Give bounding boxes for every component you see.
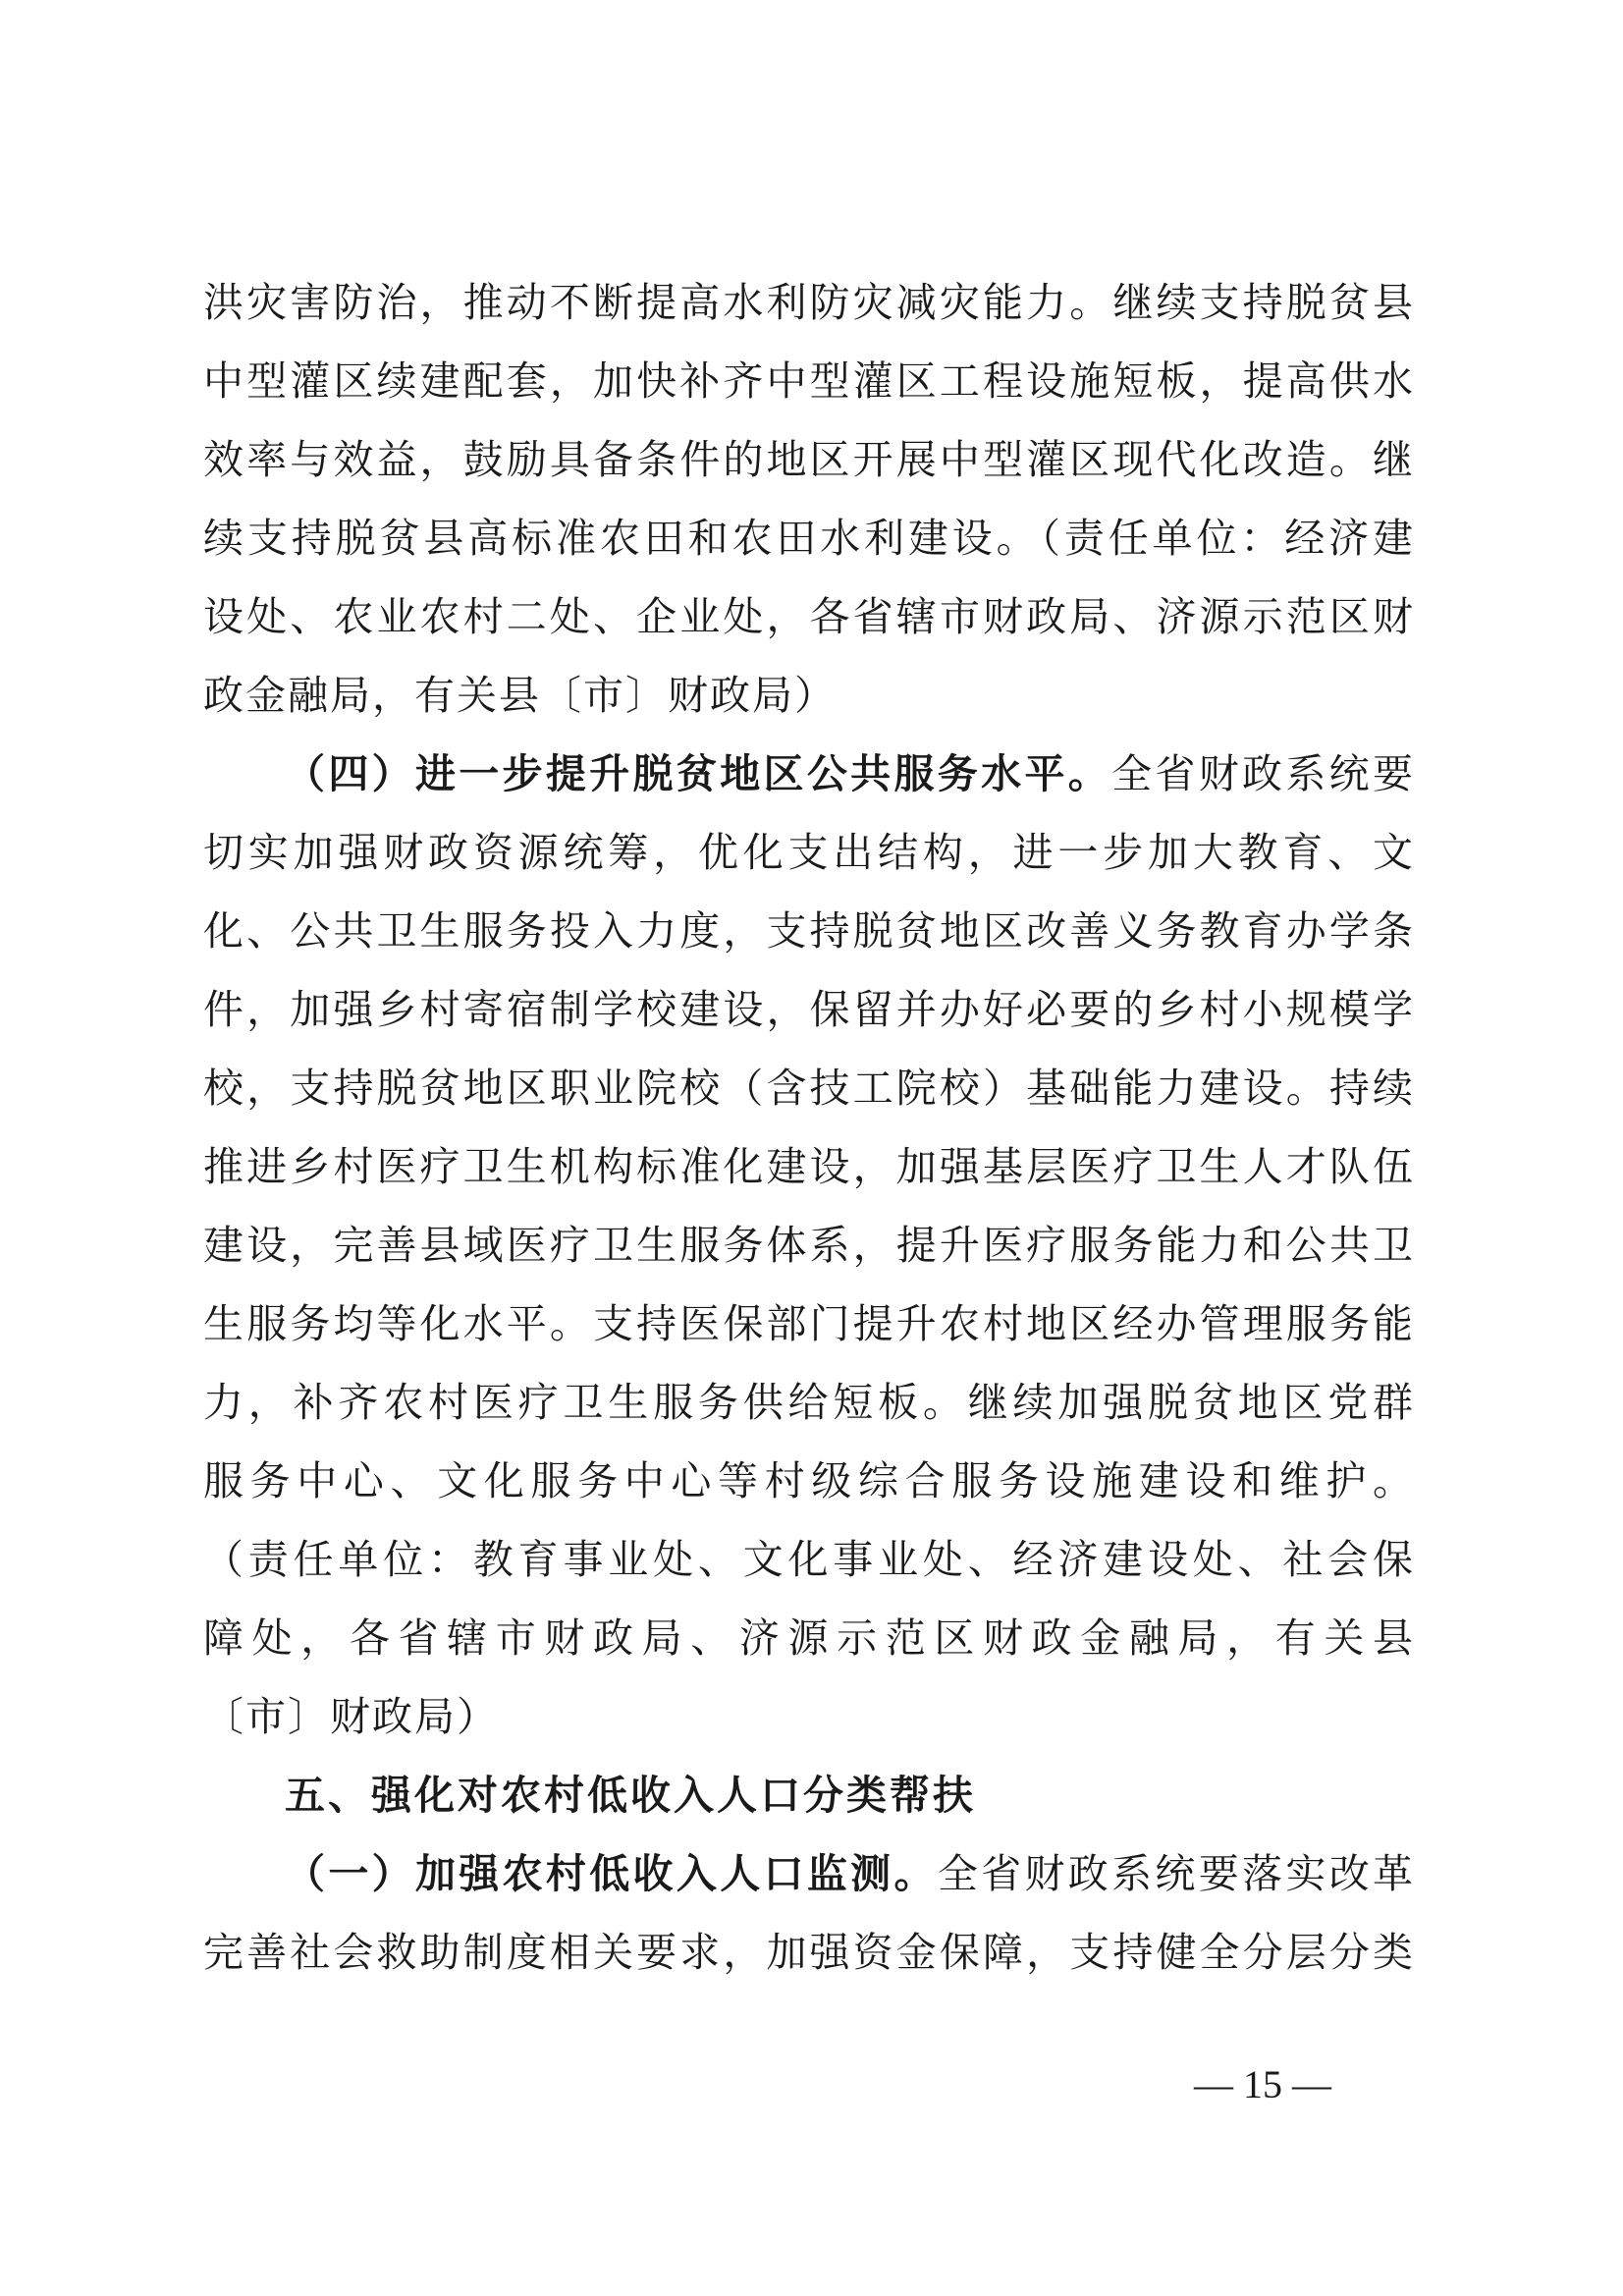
body-line: （责任单位：教育事业处、文化事业处、经济建设处、社会保 bbox=[203, 1536, 1413, 1583]
section-five-one-first-line bbox=[285, 1844, 1413, 1903]
section-heading: 五、强化对农村低收入人口分类帮扶 bbox=[285, 1772, 976, 1819]
section-four-title: （四）进一步提升脱贫地区公共服务水平。 bbox=[285, 750, 1112, 797]
body-line: 中型灌区续建配套，加快补齐中型灌区工程设施短板，提高供水 bbox=[203, 357, 1413, 405]
body-line: 力，补齐农村医疗卫生服务供给短板。继续加强脱贫地区党群 bbox=[203, 1379, 1413, 1426]
section-five-one-first-text: 全省财政系统要落实改革 bbox=[937, 1850, 1414, 1897]
body-line: 政金融局，有关县〔市〕财政局） bbox=[203, 672, 837, 719]
section-four-first-text: 全省财政系统要 bbox=[1111, 750, 1413, 797]
section-four-first-line bbox=[285, 744, 1413, 803]
body-line: 建设，完善县域医疗卫生服务体系，提升医疗服务能力和公共卫 bbox=[203, 1222, 1413, 1269]
body-line: 推进乡村医疗卫生机构标准化建设，加强基层医疗卫生人才队伍 bbox=[203, 1143, 1413, 1190]
body-line: 洪灾害防治，推动不断提高水利防灾减灾能力。继续支持脱贫县 bbox=[203, 279, 1413, 326]
body-line: 校，支持脱贫地区职业院校（含技工院校）基础能力建设。持续 bbox=[203, 1065, 1413, 1112]
body-line: 服务中心、文化服务中心等村级综合服务设施建设和维护。 bbox=[203, 1457, 1413, 1504]
page-number: — 15 — bbox=[1194, 2062, 1331, 2106]
body-line: 化、公共卫生服务投入力度，支持脱贫地区改善义务教育办学条 bbox=[203, 907, 1413, 955]
body-line: 生服务均等化水平。支持医保部门提升农村地区经办管理服务能 bbox=[203, 1300, 1413, 1347]
body-line: 效率与效益，鼓励具备条件的地区开展中型灌区现代化改造。继 bbox=[203, 436, 1413, 483]
body-line: 切实加强财政资源统筹，优化支出结构，进一步加大教育、文 bbox=[203, 829, 1413, 876]
body-line: 续支持脱贫县高标准农田和农田水利建设。（责任单位：经济建 bbox=[203, 515, 1413, 562]
body-line: 完善社会救助制度相关要求，加强资金保障，支持健全分层分类 bbox=[203, 1929, 1413, 1976]
body-line: 障处，各省辖市财政局、济源示范区财政金融局，有关县 bbox=[203, 1614, 1413, 1662]
body-line: 设处、农业农村二处、企业处，各省辖市财政局、济源示范区财 bbox=[203, 593, 1413, 640]
body-line: 件，加强乡村寄宿制学校建设，保留并办好必要的乡村小规模学 bbox=[203, 986, 1413, 1033]
body-line: 〔市〕财政局） bbox=[203, 1693, 499, 1740]
section-five-one-title: （一）加强农村低收入人口监测。 bbox=[285, 1850, 938, 1897]
